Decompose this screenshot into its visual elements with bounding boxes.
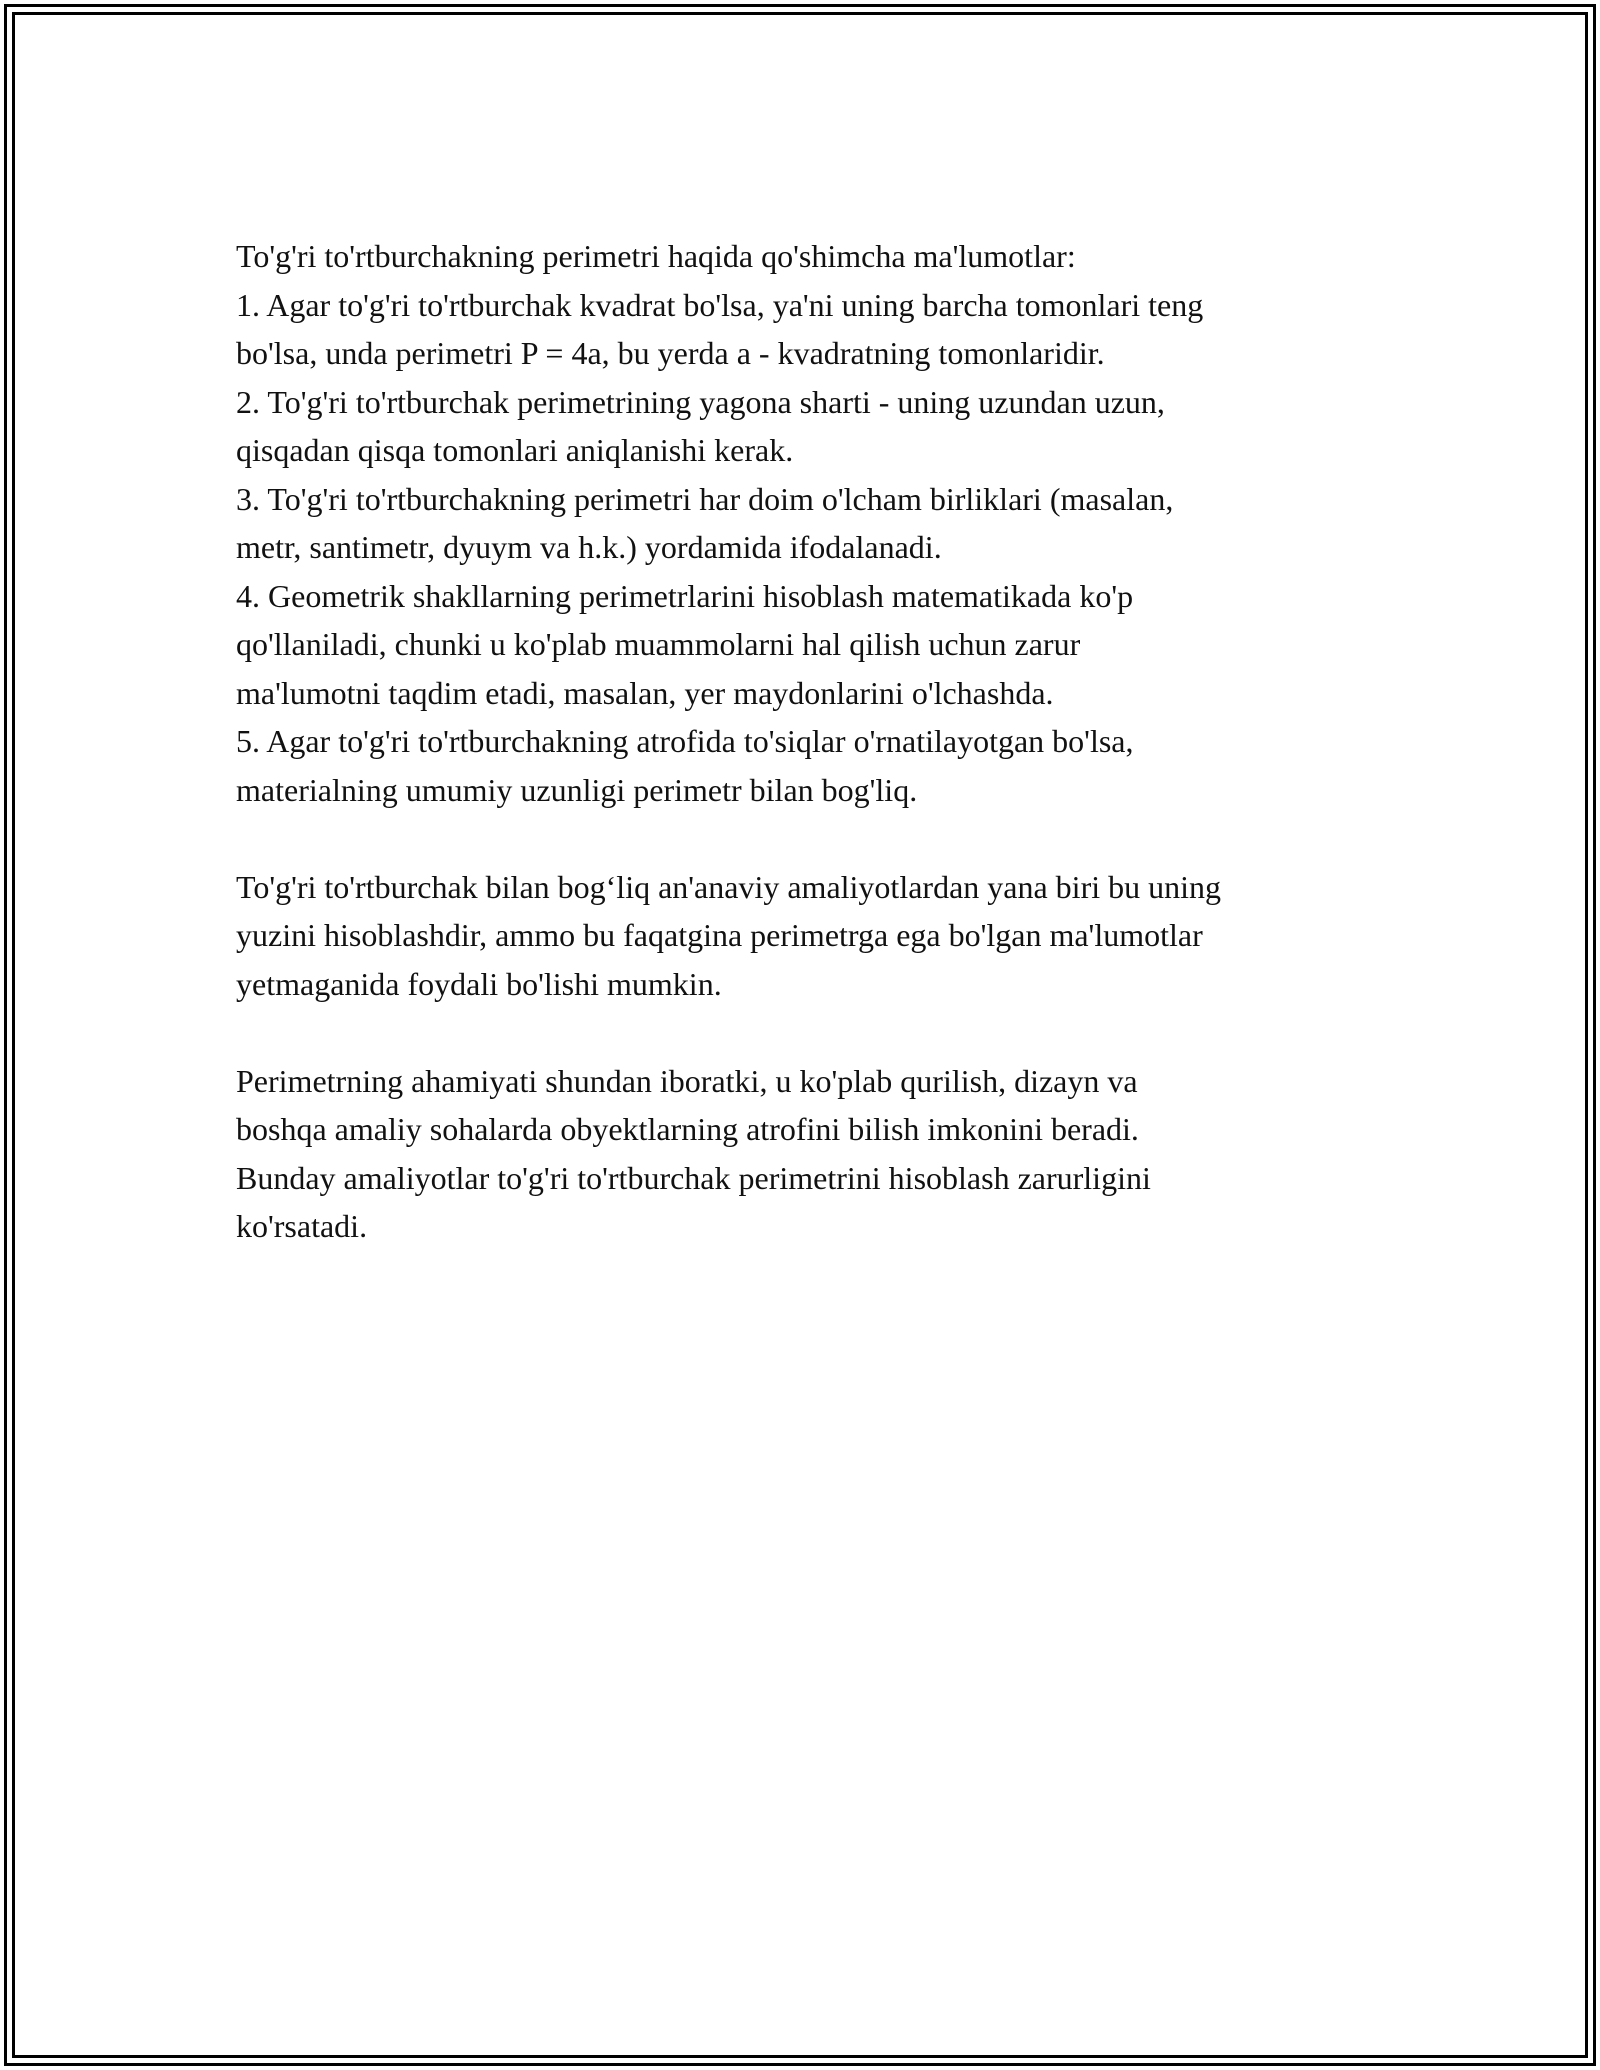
list-item-line: 1. Agar to'g'ri to'rtburchak kvadrat bo'lsa, ya'ni uning barcha tomonlari teng [236,286,1204,323]
numbered-list [236,281,1396,815]
paragraph-line: boshqa amaliy sohalarda obyektlarning atrofini bilish imkonini beradi. [236,1111,1139,1147]
list-item-line: 5. Agar to'g'ri to'rtburchakning atrofida to'siqlar o'rnatilayotgan bo'lsa, [236,723,1134,759]
paragraph-line: ko'rsatadi. [236,1208,368,1244]
list-item-line: materialning umumiy uzunligi perimetr bilan bog'liq. [236,771,918,808]
paragraph-spacer [236,1008,1396,1057]
paragraph-line: yetmaganida foydali bo'lishi mumkin. [236,965,722,1002]
paragraph-line: Bunday amaliyotlar to'g'ri to'rtburchak perimetrini hisoblash zarurligini [236,1159,1151,1196]
list-item-line: qo'llaniladi, chunki u ko'plab muammolarni hal qilish uchun zarur [236,626,1081,662]
list-item-line: qisqadan qisqa tomonlari aniqlanishi kerak. [236,432,794,468]
document-heading: To'g'ri to'rtburchakning perimetri haqida qo'shimcha ma'lumotlar: [236,238,1076,274]
list-item-line: metr, santimetr, dyuym va h.k.) yordamida ifodalanadi. [236,529,942,565]
list-item-line: ma'lumotni taqdim etadi, masalan, yer maydonlarini o'lchashda. [236,674,1054,711]
list-item-line: bo'lsa, unda perimetri P = 4a, bu yerda a - kvadratning tomonlaridir. [236,335,1105,371]
list-item-line: 2. To'g'ri to'rtburchak perimetrining yagona sharti - uning uzundan uzun, [236,383,1165,420]
list-item-1 [236,281,1396,378]
list-item-line: 4. Geometrik shakllarning perimetrlarini hisoblash matematikada ko'p [236,577,1134,614]
paragraph-line: yuzini hisoblashdir, ammo bu faqatgina perimetrga ega bo'lgan ma'lumotlar [236,917,1203,953]
paragraph-line: Perimetrning ahamiyati shundan iboratki, u ko'plab qurilish, dizayn va [236,1062,1138,1099]
list-item-3 [236,475,1396,572]
paragraph-3 [236,1057,1396,1251]
list-item-5 [236,717,1396,814]
document-body [236,232,1396,1251]
paragraph-2 [236,863,1396,1009]
paragraph-spacer [236,814,1396,863]
list-item-4 [236,572,1396,718]
list-item-2 [236,378,1396,475]
list-item-line: 3. To'g'ri to'rtburchakning perimetri har doim o'lcham birliklari (masalan, [236,480,1174,517]
paragraph-line: To'g'ri to'rtburchak bilan bog‘liq an'anaviy amaliyotlardan yana biri bu uning [236,868,1221,905]
